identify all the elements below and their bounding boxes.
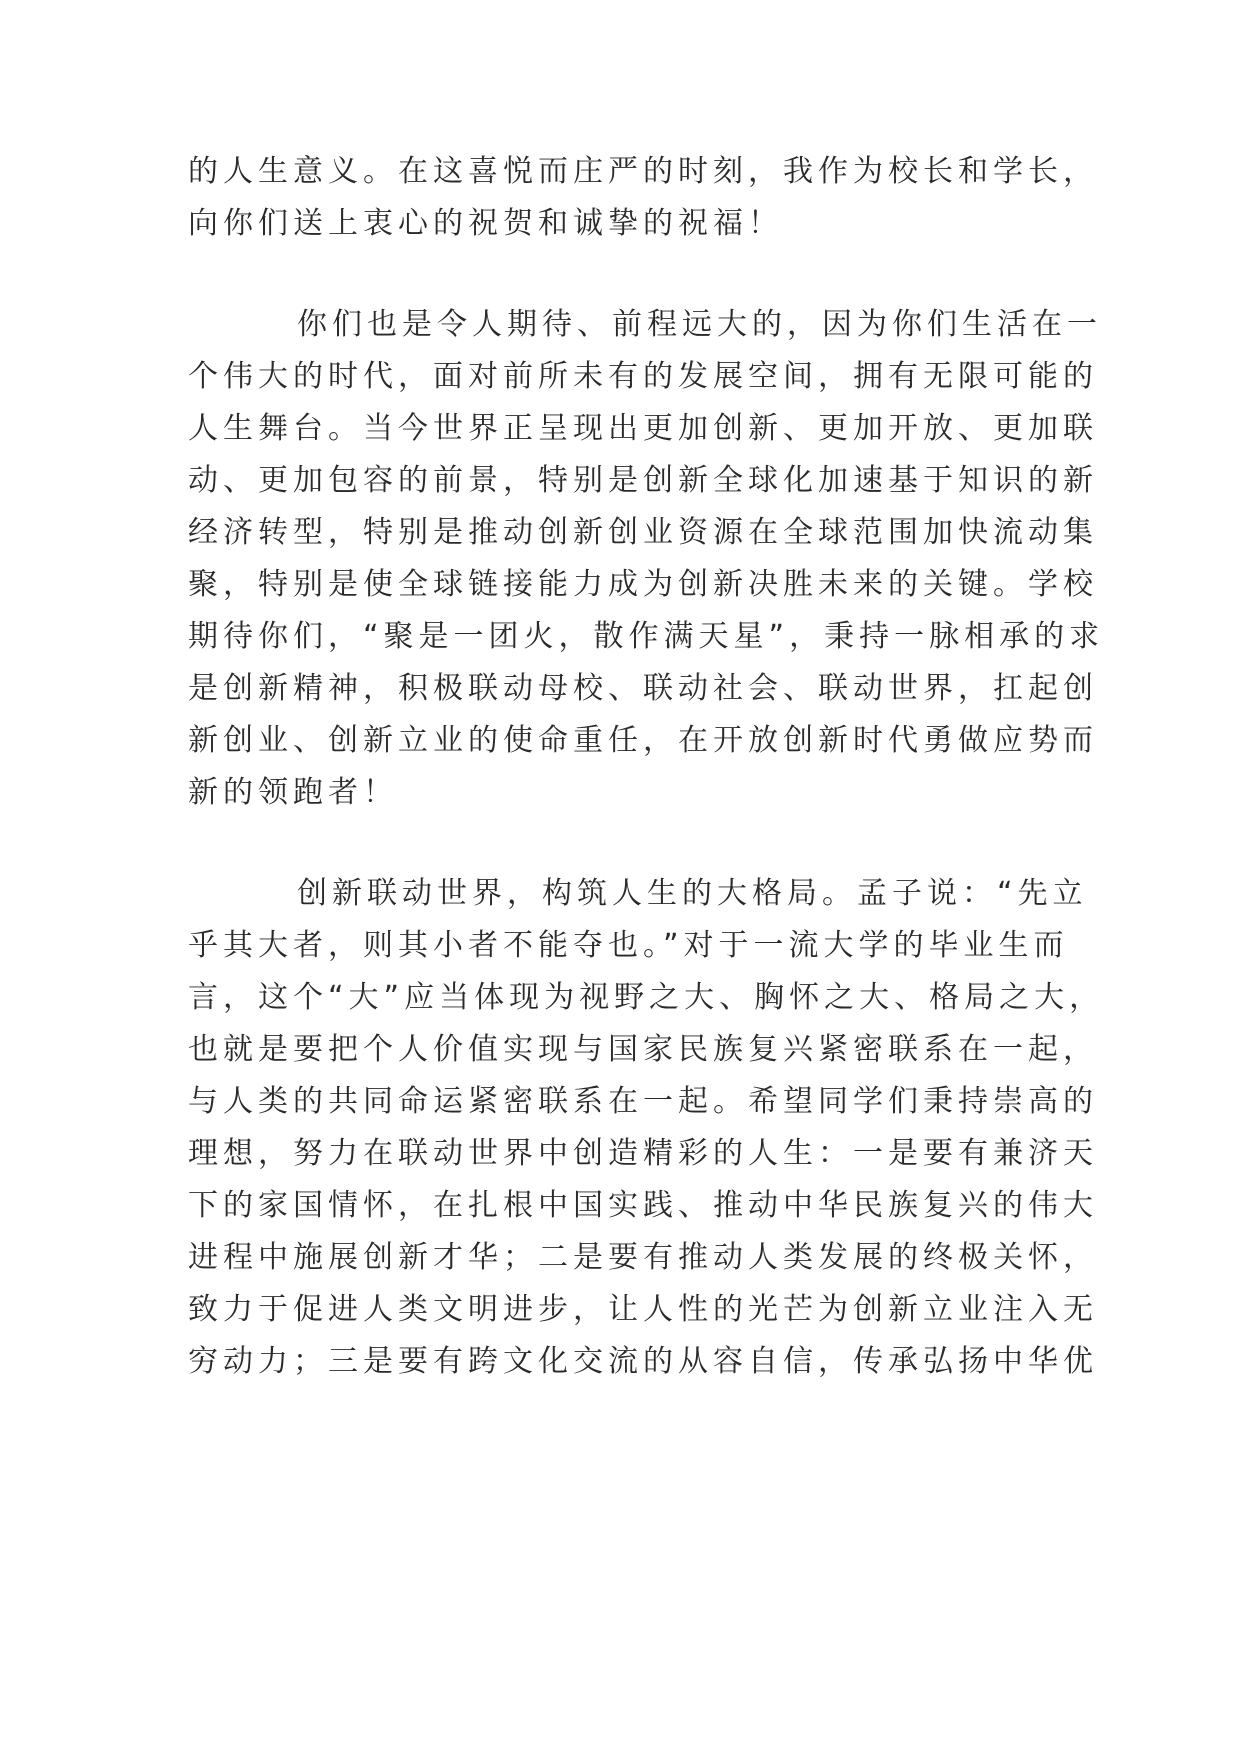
paragraph-3-line-3: 言，这个“大”应当体现为视野之大、胸怀之大、格局之大， [188,980,1105,1015]
paragraph-3-line-10: 穷动力；三是要有跨文化交流的从容自信，传承弘扬中华优 [188,1344,1098,1379]
paragraph-2-line-7: 期待你们，“聚是一团火，散作满天星”，秉持一脉相承的求 [188,619,1105,654]
paragraph-2-line-10: 新的领跑者！ [188,775,398,810]
paragraph-3-line-2: 乎其大者，则其小者不能夺也。”对于一流大学的毕业生而 [188,928,1069,963]
paragraph-2-line-1: 你们也是令人期待、前程远大的，因为你们生活在一 [297,307,1102,342]
paragraph-2-line-9: 新创业、创新立业的使命重任，在开放创新时代勇做应势而 [188,723,1098,758]
paragraph-2-line-5: 经济转型，特别是推动创新创业资源在全球范围加快流动集 [188,515,1098,550]
paragraph-2-line-6: 聚，特别是使全球链接能力成为创新决胜未来的关键。学校 [188,567,1098,602]
paragraph-2-line-8: 是创新精神，积极联动母校、联动社会、联动世界，扛起创 [188,671,1098,706]
paragraph-2-line-4: 动、更加包容的前景，特别是创新全球化加速基于知识的新 [188,463,1098,498]
paragraph-3-line-9: 致力于促进人类文明进步，让人性的光芒为创新立业注入无 [188,1292,1098,1327]
paragraph-3-line-6: 理想，努力在联动世界中创造精彩的人生：一是要有兼济天 [188,1136,1098,1171]
paragraph-2-line-3: 人生舞台。当今世界正呈现出更加创新、更加开放、更加联 [188,411,1098,446]
paragraph-2-line-2: 个伟大的时代，面对前所未有的发展空间，拥有无限可能的 [188,359,1098,394]
paragraph-3-line-1: 创新联动世界，构筑人生的大格局。孟子说：“先立 [297,876,1088,911]
paragraph-3-line-5: 与人类的共同命运紧密联系在一起。希望同学们秉持崇高的 [188,1084,1098,1119]
paragraph-3-line-4: 也就是要把个人价值实现与国家民族复兴紧密联系在一起， [188,1032,1098,1067]
paragraph-1-line-2: 向你们送上衷心的祝贺和诚挚的祝福！ [188,206,783,241]
paragraph-3-line-8: 进程中施展创新才华；二是要有推动人类发展的终极关怀， [188,1240,1098,1275]
paragraph-3-line-7: 下的家国情怀，在扎根中国实践、推动中华民族复兴的伟大 [188,1188,1098,1223]
paragraph-1-line-1: 的人生意义。在这喜悦而庄严的时刻，我作为校长和学长， [188,154,1098,189]
